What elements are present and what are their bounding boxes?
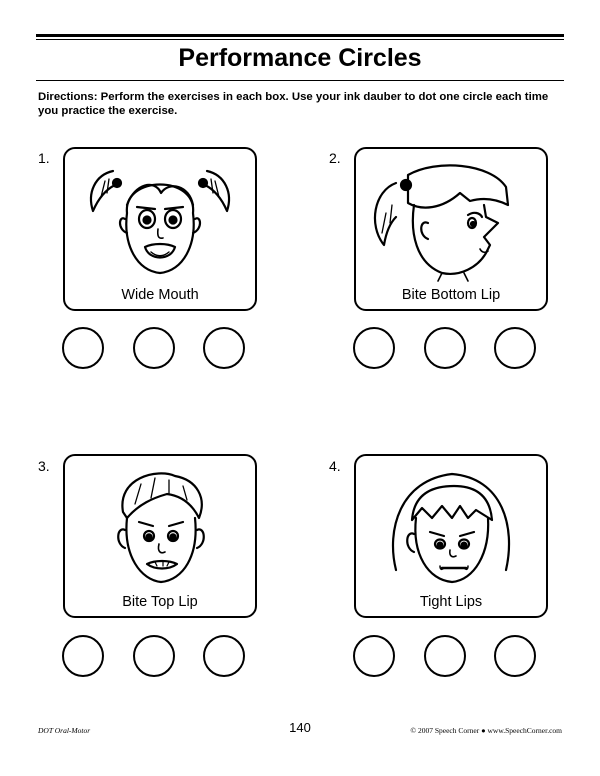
practice-circle-4-2[interactable] — [424, 635, 466, 677]
exercise-caption-4: Tight Lips — [419, 594, 483, 610]
girl-bangs-tight-lips-icon — [356, 460, 546, 594]
practice-circle-3-3[interactable] — [203, 635, 245, 677]
practice-circle-3-1[interactable] — [62, 635, 104, 677]
exercise-card-2 — [354, 147, 548, 311]
footer-program-name: DOT Oral-Motor — [38, 726, 91, 735]
exercise-card-4 — [354, 454, 548, 618]
page-title: Performance Circles — [178, 44, 422, 72]
girl-pigtails-wide-mouth-icon — [65, 153, 255, 287]
practice-circle-1-1[interactable] — [62, 327, 104, 369]
practice-circle-4-3[interactable] — [494, 635, 536, 677]
exercise-number-1: 1. — [38, 150, 50, 166]
exercise-number-3: 3. — [38, 458, 50, 474]
practice-circle-3-2[interactable] — [133, 635, 175, 677]
page-number: 140 — [289, 720, 311, 735]
exercise-number-4: 4. — [329, 458, 341, 474]
practice-circle-4-1[interactable] — [353, 635, 395, 677]
directions-text: Directions: Perform the exercises in each box. Use your ink dauber to dot one circle each time you practice the exercise. — [38, 91, 549, 117]
boy-bite-top-lip-icon — [65, 460, 255, 594]
footer-copyright: © 2007 Speech Corner ● www.SpeechCorner.com — [410, 726, 562, 735]
exercise-caption-2: Bite Bottom Lip — [401, 287, 501, 303]
exercise-card-1 — [63, 147, 257, 311]
girl-ponytail-profile-icon — [356, 153, 546, 287]
practice-circle-1-3[interactable] — [203, 327, 245, 369]
exercise-card-3 — [63, 454, 257, 618]
exercise-caption-3: Bite Top Lip — [122, 594, 198, 610]
top-rule-thin — [36, 39, 564, 40]
practice-circle-2-3[interactable] — [494, 327, 536, 369]
top-rule-thick — [36, 34, 564, 37]
title-rule — [36, 80, 564, 81]
exercise-caption-1: Wide Mouth — [121, 287, 199, 303]
practice-circle-2-2[interactable] — [424, 327, 466, 369]
practice-circle-2-1[interactable] — [353, 327, 395, 369]
exercise-number-2: 2. — [329, 150, 341, 166]
practice-circle-1-2[interactable] — [133, 327, 175, 369]
